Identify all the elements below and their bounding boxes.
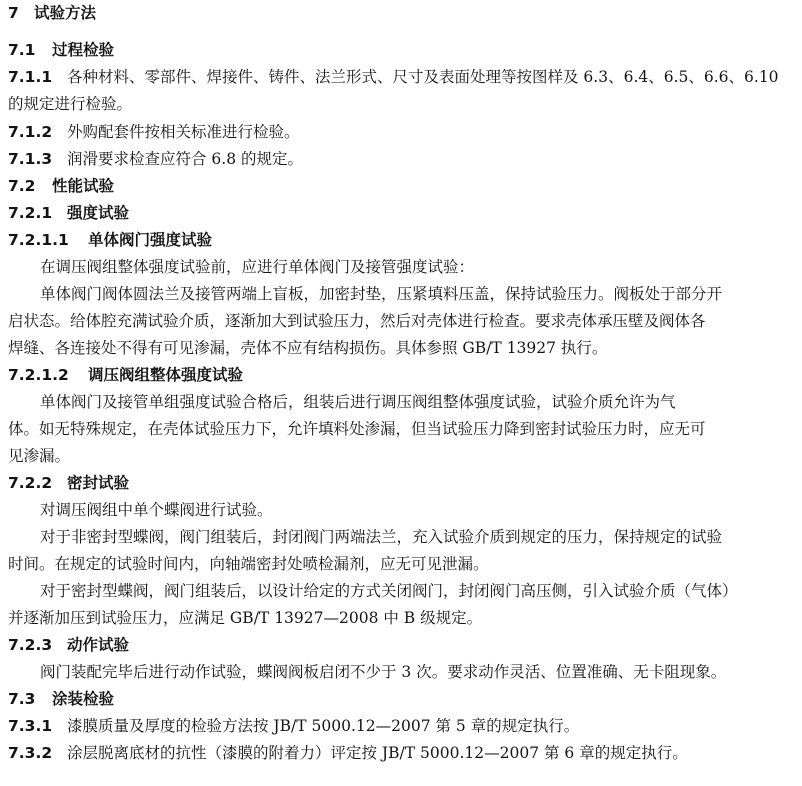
text-line: 对于密封型蝶阀，阀门组装后，以设计给定的方式关闭阀门，封闭阀门高压侧，引入试验介质（气体） xyxy=(40,582,738,600)
section-number: 7.2.1.1 xyxy=(8,231,69,249)
section-title: 涂装检验 xyxy=(52,690,115,708)
section-title: 过程检验 xyxy=(52,41,115,59)
section-heading-7 xyxy=(8,3,96,23)
text-line: 时间。在规定的试验时间内，向轴端密封处喷检漏剂，应无可见泄漏。 xyxy=(8,555,489,573)
clause-text: 漆膜质量及厚度的检验方法按 JB/T 5000.12—2007 第 5 章的规定执行。 xyxy=(67,717,580,735)
section-number: 7.2.1 xyxy=(8,204,53,222)
clause-text: 各种材料、零部件、焊接件、铸件、法兰形式、尺寸及表面处理等按图样及 6.3、6.4、6.5、6.6、6.10 xyxy=(67,68,779,86)
section-title: 强度试验 xyxy=(67,204,130,222)
text-line: 焊缝、各连接处不得有可见渗漏，壳体不应有结构损伤。具体参照 GB/T 13927 执行。 xyxy=(8,339,608,357)
section-number: 7.2.2 xyxy=(8,474,53,492)
text-line: 体。如无特殊规定，在壳体试验压力下，允许填料处渗漏，但当试验压力降到密封试验压力时，应无可 xyxy=(8,420,706,438)
clause-number: 7.1.1 xyxy=(8,68,53,86)
text-line: 单体阀门及接管单组强度试验合格后，组装后进行调压阀组整体强度试验，试验介质允许为气 xyxy=(40,393,676,411)
text-line: 启状态。给体腔充满试验介质，逐渐加大到试验压力，然后对壳体进行检查。要求壳体承压壁及阀体各 xyxy=(8,312,706,330)
clause-7-1-2 xyxy=(8,122,300,142)
section-title: 性能试验 xyxy=(52,177,115,195)
section-title: 单体阀门强度试验 xyxy=(88,231,213,249)
section-heading-7-2-3 xyxy=(8,635,129,655)
section-heading-7-1 xyxy=(8,40,114,60)
section-number: 7.2.3 xyxy=(8,636,53,654)
text-line: 阀门装配完毕后进行动作试验，蝶阀阀板启闭不少于 3 次。要求动作灵活、位置准确、无卡阻现象。 xyxy=(40,663,727,681)
text-line: 对调压阀组中单个蝶阀进行试验。 xyxy=(40,501,273,519)
text-line: 并逐渐加压到试验压力，应满足 GB/T 13927—2008 中 B 级规定。 xyxy=(8,609,483,627)
section-heading-7-3 xyxy=(8,689,114,709)
section-title: 试验方法 xyxy=(34,4,97,22)
clause-text: 外购配套件按相关标准进行检验。 xyxy=(67,123,300,141)
text-line: 见渗漏。 xyxy=(8,447,71,465)
clause-number: 7.3.2 xyxy=(8,744,53,762)
section-number: 7.1 xyxy=(8,41,36,59)
section-number: 7.3 xyxy=(8,690,36,708)
text-line: 在调压阀组整体强度试验前，应进行单体阀门及接管强度试验： xyxy=(40,258,475,276)
clause-number: 7.1.2 xyxy=(8,123,53,141)
clause-7-1-3 xyxy=(8,149,303,169)
text-line: 的规定进行检验。 xyxy=(8,95,133,113)
section-number: 7.2.1.2 xyxy=(8,366,69,384)
clause-7-1-1 xyxy=(8,67,779,87)
section-number: 7 xyxy=(8,4,19,22)
clause-text: 润滑要求检查应符合 6.8 的规定。 xyxy=(67,150,304,168)
section-number: 7.2 xyxy=(8,177,36,195)
section-heading-7-2-1-2 xyxy=(8,365,243,385)
section-title: 动作试验 xyxy=(67,636,130,654)
text-line: 单体阀门阀体圆法兰及接管两端上盲板，加密封垫，压紧填料压盖，保持试验压力。阀板处于部分开 xyxy=(40,285,723,303)
clause-number: 7.1.3 xyxy=(8,150,53,168)
section-heading-7-2-1 xyxy=(8,203,129,223)
section-title: 密封试验 xyxy=(67,474,130,492)
text-line: 对于非密封型蝶阀，阀门组装后，封闭阀门两端法兰，充入试验介质到规定的压力，保持规定的试验 xyxy=(40,528,723,546)
section-heading-7-2-1-1 xyxy=(8,230,212,250)
clause-7-3-1 xyxy=(8,716,579,736)
clause-text: 涂层脱离底材的抗性（漆膜的附着力）评定按 JB/T 5000.12—2007 第 6 章的规定执行。 xyxy=(67,744,688,762)
section-heading-7-2 xyxy=(8,176,114,196)
section-title: 调压阀组整体强度试验 xyxy=(88,366,244,384)
clause-number: 7.3.1 xyxy=(8,717,53,735)
clause-7-3-2 xyxy=(8,743,688,763)
section-heading-7-2-2 xyxy=(8,473,129,493)
